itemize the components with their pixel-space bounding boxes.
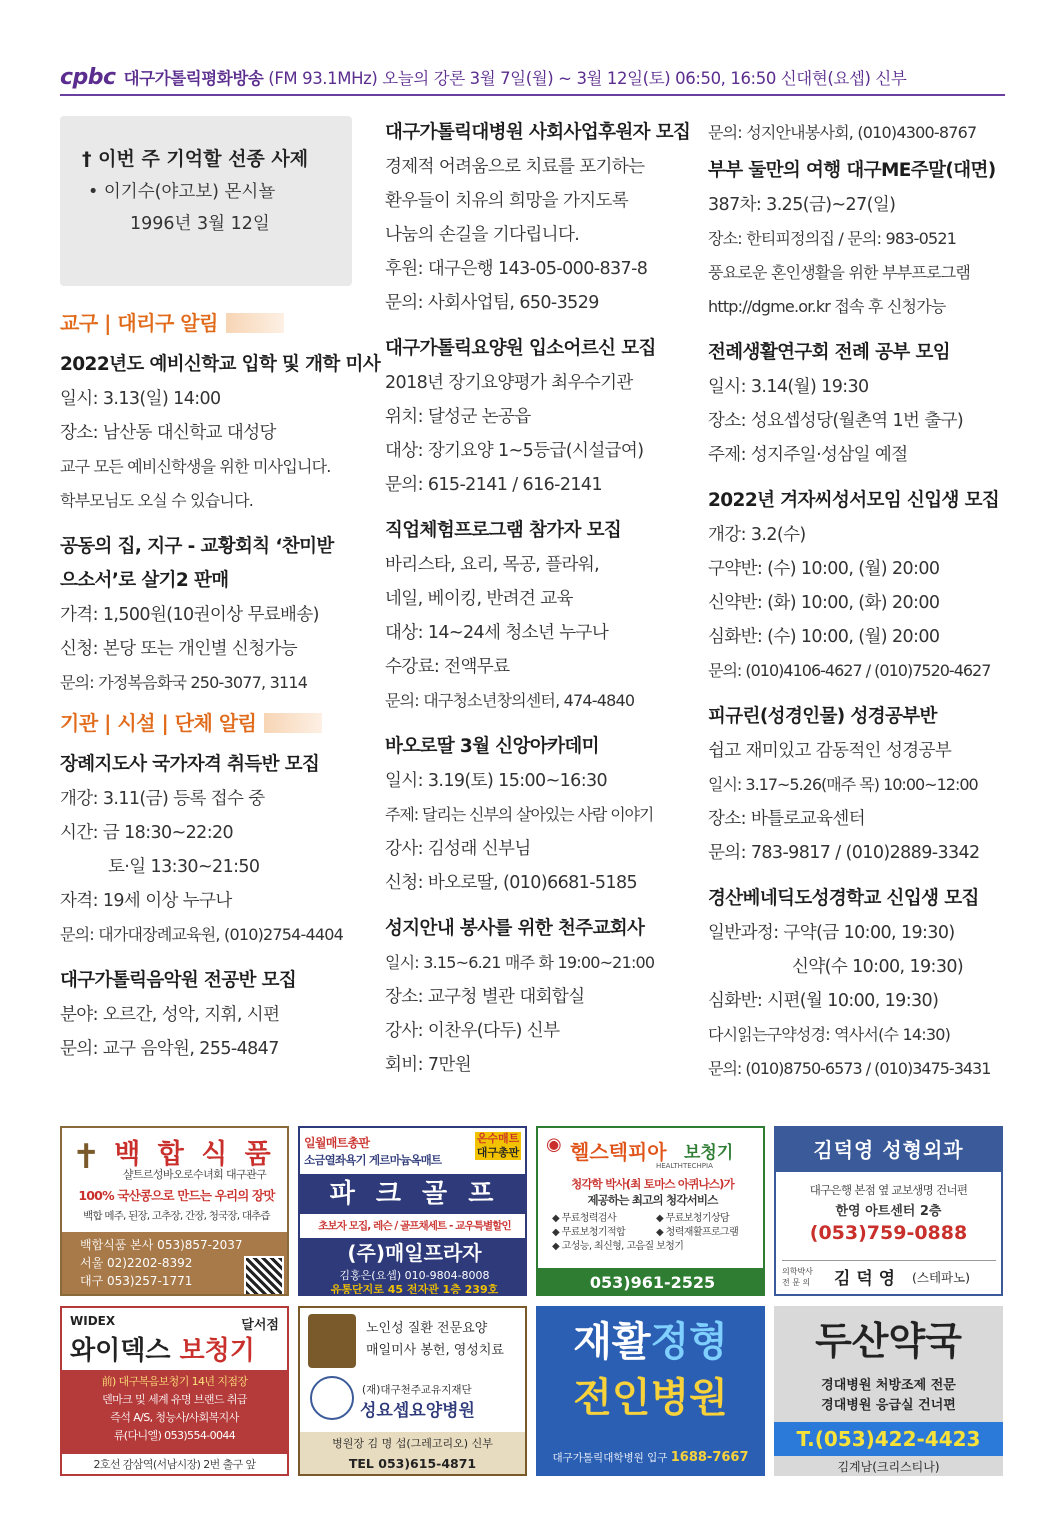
section-diocese-notices: 교구 | 대리구 알림 [60, 306, 360, 340]
notice-line: 주제: 달리는 신부의 살아있는 사람 이야기 [385, 805, 654, 824]
notice-line: 나눔의 손길을 기다립니다. [385, 225, 580, 245]
ad-park-golf [298, 1126, 527, 1296]
notice-line: 문의: 615-2141 / 616-2141 [385, 475, 602, 495]
ad3-phone: 053)961-2525 [538, 1268, 765, 1296]
ad8-desc: 경대병원 처방조제 전문 경대병원 응급실 건너편 [821, 1378, 956, 1413]
notice-line: 신약(수 10:00, 19:30) [792, 957, 964, 977]
notice-line: 문의: (010)8750-6573 / (010)3475-3431 [708, 1059, 991, 1078]
header-text [124, 65, 907, 89]
notice-title: 피규린(성경인물) 성경공부반 [708, 706, 937, 727]
ad5-branch: 달서점 [241, 1318, 279, 1333]
homily-schedule: (FM 93.1MHz) 오늘의 강론 3월 7일(월) ~ 3월 12일(토) 06:50, 16:50 신대현(요셉) 신부 [263, 69, 907, 88]
notice-line: 일반과정: 구약(금 10:00, 19:30) [708, 923, 955, 943]
notice-line: 개강: 3.2(수) [708, 525, 806, 545]
notice-line: 시간: 금 18:30~22:20 [60, 823, 234, 843]
notice-line: 일시: 3.15~6.21 매주 화 19:00~21:00 [385, 953, 655, 972]
ad7-contact: 대구가톨릭대학병원 입구 1688-7667 [552, 1450, 749, 1465]
notice-title: 2022년 겨자씨성서모임 신입생 모집 [708, 490, 1000, 511]
notice-title: 으소서’로 살기2 판매 [60, 570, 229, 591]
notice-title: 대구가톨릭요양원 입소어르신 모집 [385, 338, 656, 359]
hospital-emblem-icon [310, 1376, 354, 1420]
notice-line: 장소: 바틀로교육센터 [708, 809, 866, 829]
ad-kim-plastic-surgery [774, 1126, 1003, 1296]
ad5-details: 前) 대구복음보청기 14년 지점장 덴마크 및 세계 유명 브랜드 취급 즉석 A/S, 청능사/사회복지사 류(다니엘) 053)554-0044 [62, 1370, 287, 1454]
ad1-products: 백합 메주, 된장, 고추장, 간장, 청국장, 대추즙 [83, 1210, 270, 1222]
section-institution-notices: 기관 | 시설 | 단체 알림 [60, 706, 360, 740]
memorial-date: 1996년 3월 12일 [130, 214, 270, 234]
notice-line: 학부모님도 오실 수 있습니다. [60, 491, 254, 510]
cross-icon: ✝ [72, 1137, 101, 1177]
ad7-title1: 재활정형 [573, 1319, 728, 1365]
ad-baekhap-food [60, 1126, 289, 1296]
notice-line: 장소: 성요셉성당(월촌역 1번 출구) [708, 411, 964, 431]
ad8-tel: T.(053)422-4423 [774, 1422, 1003, 1456]
ad3-eng: HEALTHTECHPIA [656, 1162, 713, 1170]
notice-line: 문의: 사회사업팀, 650-3529 [385, 293, 599, 313]
notice-line: 일시: 3.17~5.26(매주 목) 10:00~12:00 [708, 775, 978, 794]
notice-line: 2018년 장기요양평가 최우수기관 [385, 373, 633, 393]
column-2 [385, 116, 691, 1082]
notice-line: 바리스타, 요리, 목공, 플라워, [385, 555, 600, 575]
notice-line: 자격: 19세 이상 누구나 [60, 891, 232, 911]
ad4-title-small: 의학박사 전 문 의 [782, 1267, 813, 1287]
notice-line: 가격: 1,500원(10권이상 무료배송) [60, 605, 319, 625]
notice-title: 전례생활연구회 전례 공부 모임 [708, 342, 951, 363]
ad4-phone: (053)759-0888 [809, 1222, 968, 1244]
notice-title: 성지안내 봉사를 위한 천주교회사 [385, 918, 645, 939]
notice-line: 심화반: 시편(월 10:00, 19:30) [708, 991, 939, 1011]
ad-dusan-pharmacy [774, 1306, 1003, 1476]
ad3-kind: 보청기 [684, 1143, 734, 1163]
notice-line: 장소: 한티피정의집 / 문의: 983-0521 [708, 229, 957, 248]
ad2-badge: 온수매트 대구총판 [476, 1132, 520, 1159]
ad2-recruit: 초보자 모집, 레슨 / 골프채세트 - 교우특별할인 [318, 1220, 511, 1232]
ad-jeonin-hospital [536, 1306, 765, 1476]
signal-icon: ◉ [546, 1134, 562, 1155]
ad8-name: 두산약국 [815, 1319, 962, 1363]
ad2-top3: 소금열좌욕기 게르마늄옥매트 [304, 1153, 442, 1167]
notice-line: 장소: 교구청 별관 대회합실 [385, 987, 585, 1007]
notice-line: 신청: 본당 또는 개인별 신청가능 [60, 639, 298, 659]
notice-title: 장례지도사 국가자격 취득반 모집 [60, 754, 320, 775]
notice-line: 분야: 오르간, 성악, 지휘, 시편 [60, 1005, 280, 1025]
notice-line: 후원: 대구은행 143-05-000-837-8 [385, 259, 648, 279]
notice-line: 심화반: (수) 10:00, (월) 20:00 [708, 627, 940, 647]
ad3-desc: 청각학 박사(최 토마스 아퀴나스)가 제공하는 최고의 청각서비스 [571, 1177, 734, 1207]
notice-line: 구약반: (수) 10:00, (월) 20:00 [708, 559, 940, 579]
column-3 [708, 116, 1008, 1086]
notice-line: 일시: 3.14(월) 19:30 [708, 377, 869, 397]
ad-widex-hearing [60, 1306, 289, 1476]
notice-line: 문의: 성지안내봉사회, (010)4300-8767 [708, 123, 977, 142]
ad6-foundation: (재)대구천주교유지재단 [362, 1384, 472, 1396]
notice-line: 네일, 베이킹, 반려견 교육 [385, 589, 573, 609]
notice-line: 개강: 3.11(금) 등록 접수 중 [60, 789, 265, 809]
ad3-brand: 헬스텍피아 [570, 1140, 667, 1164]
notice-title: 직업체험프로그램 참가자 모집 [385, 520, 622, 541]
memorial-title: † 이번 주 기억할 선종 사제 [82, 148, 309, 170]
ad2-company: (주)매일프라자 [300, 1238, 527, 1268]
notice-line: 다시읽는구약성경: 역사서(수 14:30) [708, 1025, 951, 1044]
notice-line: 387차: 3.25(금)~27(일) [708, 195, 896, 215]
column-1 [60, 116, 381, 1066]
ad5-name: 와이덱스 보청기 [70, 1336, 255, 1366]
cpbc-logo: cpbc [60, 64, 116, 90]
ad2-contact: 김홍은(요셉) 010-9804-8008 유통단지로 45 전자관 1층 239호 [300, 1268, 527, 1296]
ad4-baptism: (스테파노) [912, 1270, 971, 1285]
ad6-name: 성요셉요양병원 [360, 1401, 475, 1421]
notice-line: 문의: 783-9817 / (010)2889-3342 [708, 843, 980, 863]
certification-badge-icon [308, 1314, 356, 1368]
qr-code-icon [244, 1256, 284, 1296]
ad2-top1: 일월매트총판 [304, 1136, 370, 1150]
station-name: 대구가톨릭평화방송 [123, 69, 264, 88]
notice-line: 토·일 13:30~21:50 [108, 857, 260, 877]
notice-line: 문의: 대구청소년창의센터, 474-4840 [385, 691, 635, 710]
notice-title: 부부 둘만의 여행 대구ME주말(대면) [708, 160, 996, 181]
ad1-sub: 샬트르성바오로수녀회 대구관구 [122, 1168, 267, 1181]
widex-logo: WIDEX [70, 1314, 116, 1328]
ad4-loc1: 대구은행 본점 옆 교보생명 건너편 [809, 1183, 968, 1197]
notice-line: 문의: 대가대장례교육원, (010)2754-4404 [60, 925, 344, 944]
notice-title: 경산베네딕도성경학교 신입생 모집 [708, 888, 979, 909]
notice-title: 대구가톨릭대병원 사회사업후원자 모집 [385, 122, 691, 143]
ad3-services: ◆ 무료청력검사 ◆ 무료보청기상담 ◆ 무료보청기적합 ◆ 청력재활프로그램 ◆ 고성능, 최신형, 고음질 보청기 [552, 1213, 739, 1252]
notice-line: 대상: 장기요양 1~5등급(시설급여) [385, 441, 644, 461]
ad2-big: 파 크 골 프 [300, 1174, 527, 1214]
notice-line: 쉽고 재미있고 감동적인 성경공부 [708, 741, 952, 761]
notice-line: 경제적 어려움으로 치료를 포기하는 [385, 157, 645, 177]
notice-line: 환우들이 치유의 희망을 가지도록 [385, 191, 629, 211]
notice-line: 위치: 달성군 논공읍 [385, 407, 531, 427]
notice-line: 회비: 7만원 [385, 1055, 472, 1075]
notice-line: 신청: 바오로딸, (010)6681-5185 [385, 873, 638, 893]
notice-line: 강사: 김성래 신부님 [385, 839, 531, 859]
notice-title: 공동의 집, 지구 - 교황회칙 ‘찬미받 [60, 536, 334, 557]
notice-line: 문의: 가정복음화국 250-3077, 3114 [60, 673, 308, 692]
notice-line: http://dgme.or.kr 접속 후 신청가능 [708, 297, 946, 316]
ad7-title2: 전인병원 [573, 1375, 728, 1421]
ad5-loc: 2호선 감삼역(서남시장) 2번 출구 앞 [93, 1458, 256, 1471]
notice-line: 주제: 성지주일·성삼일 예절 [708, 445, 908, 465]
notice-title: 대구가톨릭음악원 전공반 모집 [60, 970, 297, 991]
ad1-slogan: 100% 국산콩으로 만드는 우리의 장맛 [78, 1188, 275, 1203]
notice-line: 일시: 3.13(일) 14:00 [60, 389, 221, 409]
notice-line: 일시: 3.19(토) 15:00~16:30 [385, 771, 608, 791]
notice-line: 강사: 이찬우(다두) 신부 [385, 1021, 560, 1041]
ad4-loc2: 한영 아트센터 2층 [835, 1204, 942, 1219]
notice-line: 교구 모든 예비신학생을 위한 미사입니다. [60, 457, 331, 476]
ad6-services: 노인성 질환 전문요양 매일미사 봉헌, 영성치료 [366, 1321, 504, 1358]
ad8-person: 김계남(크리스티나) [837, 1460, 940, 1474]
ad4-name: 김덕영 성형외과 [776, 1128, 1001, 1172]
ad6-contact: 병원장 김 명 섭(그레고리오) 신부 TEL 053)615-4871 [300, 1432, 525, 1476]
ad-healthtechpia [536, 1126, 765, 1296]
ad1-name: 백 합 식 품 [114, 1139, 275, 1170]
notice-line: 신약반: (화) 10:00, (화) 20:00 [708, 593, 940, 613]
notice-line: 수강료: 전액무료 [385, 657, 510, 677]
notice-title: 2022년도 예비신학교 입학 및 개학 미사 [60, 354, 381, 375]
broadcast-header [60, 60, 1005, 96]
ad-st-joseph-hospital [298, 1306, 527, 1476]
notice-line: 풍요로운 혼인생활을 위한 부부프로그램 [708, 263, 971, 282]
memorial-box [60, 116, 352, 286]
notice-title: 바오로딸 3월 신앙아카데미 [385, 736, 599, 757]
notice-line: 문의: (010)4106-4627 / (010)7520-4627 [708, 661, 991, 680]
notice-line: 장소: 남산동 대신학교 대성당 [60, 423, 276, 443]
ad4-doctor: 김 덕 영 [834, 1269, 896, 1289]
memorial-name: • 이기수(야고보) 몬시뇰 [88, 182, 276, 202]
ad1-contacts: 백합식품 본사 053)857-2037 서울 02)2202-8392 대구 053)257-1771 [80, 1238, 243, 1288]
notice-line: 대상: 14~24세 청소년 누구나 [385, 623, 609, 643]
notice-line: 문의: 교구 음악원, 255-4847 [60, 1039, 279, 1059]
